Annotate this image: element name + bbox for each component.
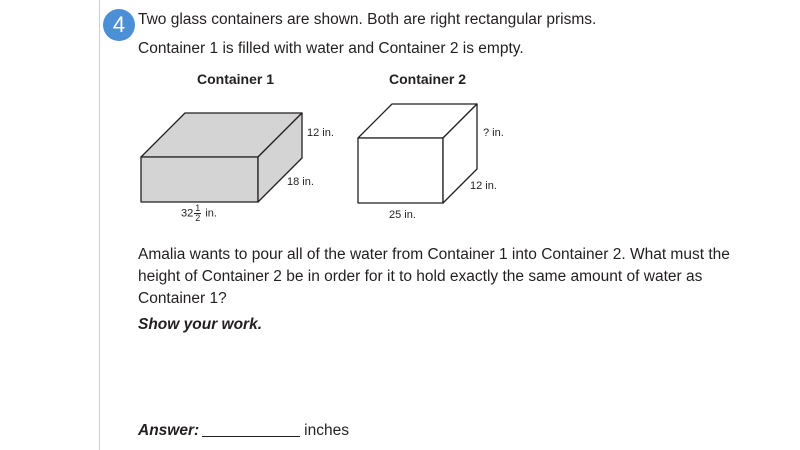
container-2-height-label: ? in. — [483, 127, 504, 139]
container-2-prism — [358, 104, 477, 203]
container-2-front-face — [358, 138, 443, 203]
container-1-length-whole: 32 — [181, 207, 194, 220]
fraction-denominator: 2 — [195, 213, 201, 223]
container-1-prism — [141, 113, 302, 202]
question-number-badge: 4 — [103, 9, 135, 41]
show-work-instruction: Show your work. — [138, 316, 263, 333]
answer-unit: inches — [304, 422, 349, 439]
container-1-height-label: 12 in. — [307, 127, 334, 139]
container-1-length-unit: in. — [205, 207, 217, 220]
answer-row — [138, 422, 349, 440]
container-1-caption: Container 1 — [197, 71, 275, 87]
container-1-length-fraction — [194, 204, 201, 223]
answer-blank[interactable] — [202, 436, 300, 437]
fraction-numerator: 1 — [195, 203, 201, 213]
container-1-length-label — [181, 204, 217, 223]
container-2-depth-label: 12 in. — [470, 180, 497, 192]
answer-label: Answer: — [138, 422, 200, 439]
container-1-front-face — [141, 157, 258, 202]
container-2-caption: Container 2 — [389, 71, 467, 87]
container-2-length-label: 25 in. — [389, 209, 416, 221]
container-1-depth-label: 18 in. — [287, 176, 314, 188]
intro-line-2: Container 1 is filled with water and Container 2 is empty. — [138, 40, 524, 57]
intro-line-1: Two glass containers are shown. Both are right rectangular prisms. — [138, 11, 597, 28]
problem-text: Amalia wants to pour all of the water from Container 1 into Container 2. What must the height of Container 2 be in order for it to hold exactly the same amount of water as Container 1? — [138, 246, 730, 307]
